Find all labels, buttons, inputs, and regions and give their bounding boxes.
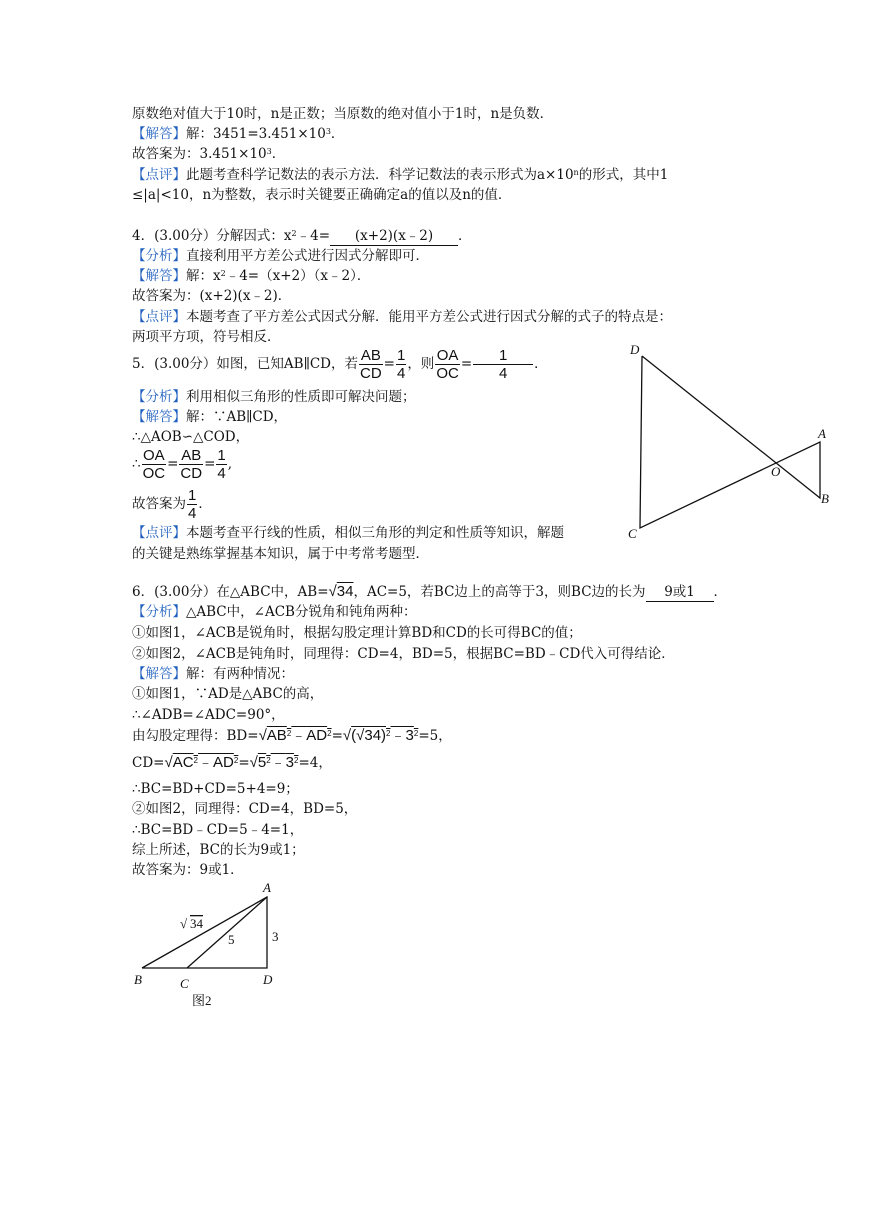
label-c: C [628,526,637,541]
figure-caption: 图2 [192,993,212,1008]
answer-blank: 9或1 [646,583,714,602]
figure-q6-triangle [130,878,290,1018]
solution-step-cd: $CD=√AC^2﹣AD^2=√5^2﹣3^2=4$， [132,754,332,771]
label-sqrt-34: 34 [190,916,203,931]
comment-line-2: ≤|a|<10，n为整数，表示时关键要正确确定a的值以及n的值． [132,187,512,203]
solution-step: ②如图2，同理得：CD=4，BD=5， [132,801,358,817]
analysis-line: 【分析】直接利用平方差公式进行因式分解即可． [132,248,429,264]
comment-line: 【点评】本题考查平行线的性质，相似三角形的判定和性质等知识，解题 [132,525,564,541]
question-5-stem: 5．(3.00分）如图，已知AB∥CD，若 $\frac{AB}{CD}$ = $\frac{1}{4}$ ，则 $\frac{OA}{OC}$ = $\frac{1}{4}$ ． [132,347,548,382]
comment-tag: 【点评】 [132,167,186,183]
label-b: B [821,491,829,506]
comment-tag: 【点评】 [132,309,186,325]
label-c: C [180,976,189,991]
answer-blank: $\frac{1}{4}$ [473,347,533,382]
question-4-stem: 4．(3.00分）分解因式：$x^2﹣4=$ (x+2)(x﹣2) ． [132,228,472,244]
analysis-line: 【分析】利用相似三角形的性质即可解决问题； [132,389,416,405]
label-a: A [818,426,826,441]
solution-line: 【解答】解：$x^2﹣4=(x+2)(x﹣2)$． [132,268,371,284]
fraction-oa-oc: $\frac{OA}{OC}$ [436,347,459,382]
comment-line: 【点评】本题考查了平方差公式因式分解．能用平方差公式进行因式分解的式子的特点是： [132,309,672,325]
solution-tag: 【解答】 [132,268,186,284]
solution-line: 【解答】解：$3451=3.451\times 10^3$． [132,126,345,142]
analysis-line-1: ①如图1，∠ACB是锐角时，根据勾股定理计算BD和CD的长可得BC的值； [132,625,582,641]
solution-tag: 【解答】 [132,126,186,142]
label-three: 3 [272,929,279,944]
text-line: 原数绝对值大于10时，n是正数；当原数的绝对值小于1时，n是负数． [132,106,554,122]
label-o: O [771,464,781,479]
figure-q5-triangles [620,338,840,548]
label-sqrt: √ [180,916,188,931]
analysis-tag: 【分析】 [132,248,186,264]
fraction-ab-cd: $\frac{AB}{CD}$ [359,347,382,382]
label-five: 5 [228,932,235,947]
comment-line-2: 的关键是熟练掌握基本知识，属于中考常考题型． [132,546,429,562]
analysis-tag: 【分析】 [132,389,186,405]
solution-line: 【解答】解：∵AB∥CD， [132,409,288,425]
final-answer: 故答案为：(x+2)(x﹣2)． [132,288,292,304]
fraction-one-quarter: $\frac{1}{4}$ [396,347,406,382]
solution-tag: 【解答】 [132,409,186,425]
analysis-line: 【分析】△ABC中，∠ACB分锐角和钝角两种： [132,604,417,620]
comment-line: 【点评】此题考查科学记数法的表示方法．科学记数法的表示形式为$a\times 10^n$的形式，其中1 [132,167,669,183]
label-d: D [630,342,640,357]
solution-step: ∴△AOB∽△COD， [132,429,250,445]
final-answer: 故答案为：$3.451\times 10^3$． [132,146,286,162]
summary-line: 综上所述，BC的长为9或1； [132,842,305,858]
solution-step: ∴BC=BD+CD=5+4=9； [132,781,299,797]
analysis-line-2: ②如图2，∠ACB是钝角时，同理得：CD=4，BD=5，根据BC=BD﹣CD代入可得结论． [132,646,675,662]
answer-blank: (x+2)(x﹣2) [330,227,458,246]
label-a: A [263,880,271,895]
label-b: B [134,972,142,987]
final-answer: 故答案为：9或1． [132,862,244,878]
question-6-stem: 6．(3.00分）在△ABC中，AB=√34，AC=5，若BC边上的高等于3，则BC边的长为 9或1 ． [132,583,728,600]
solution-step: ∴BC=BD﹣CD=5﹣4=1， [132,822,304,838]
comment-tag: 【点评】 [132,525,186,541]
solution-step-ratio: ∴ $\frac{OA}{OC}$ = $\frac{AB}{CD}$ = $\frac{1}{4}$ , [132,447,233,482]
comment-line-2: 两项平方项，符号相反． [132,329,281,345]
solution-step: ①如图1，∵AD是△ABC的高， [132,686,324,702]
label-d: D [263,972,273,987]
solution-tag: 【解答】 [132,666,186,682]
solution-line: 【解答】解：有两种情况： [132,666,294,682]
solution-step-bd: 由勾股定理得：$BD=√AB^2﹣AD^2=√(√34)^2﹣3^2=5$， [132,727,452,744]
final-answer: 故答案为 $\frac{1}{4}$ ． [132,487,212,522]
solution-step: ∴∠ADB=∠ADC=90°， [132,707,285,723]
analysis-tag: 【分析】 [132,604,186,620]
